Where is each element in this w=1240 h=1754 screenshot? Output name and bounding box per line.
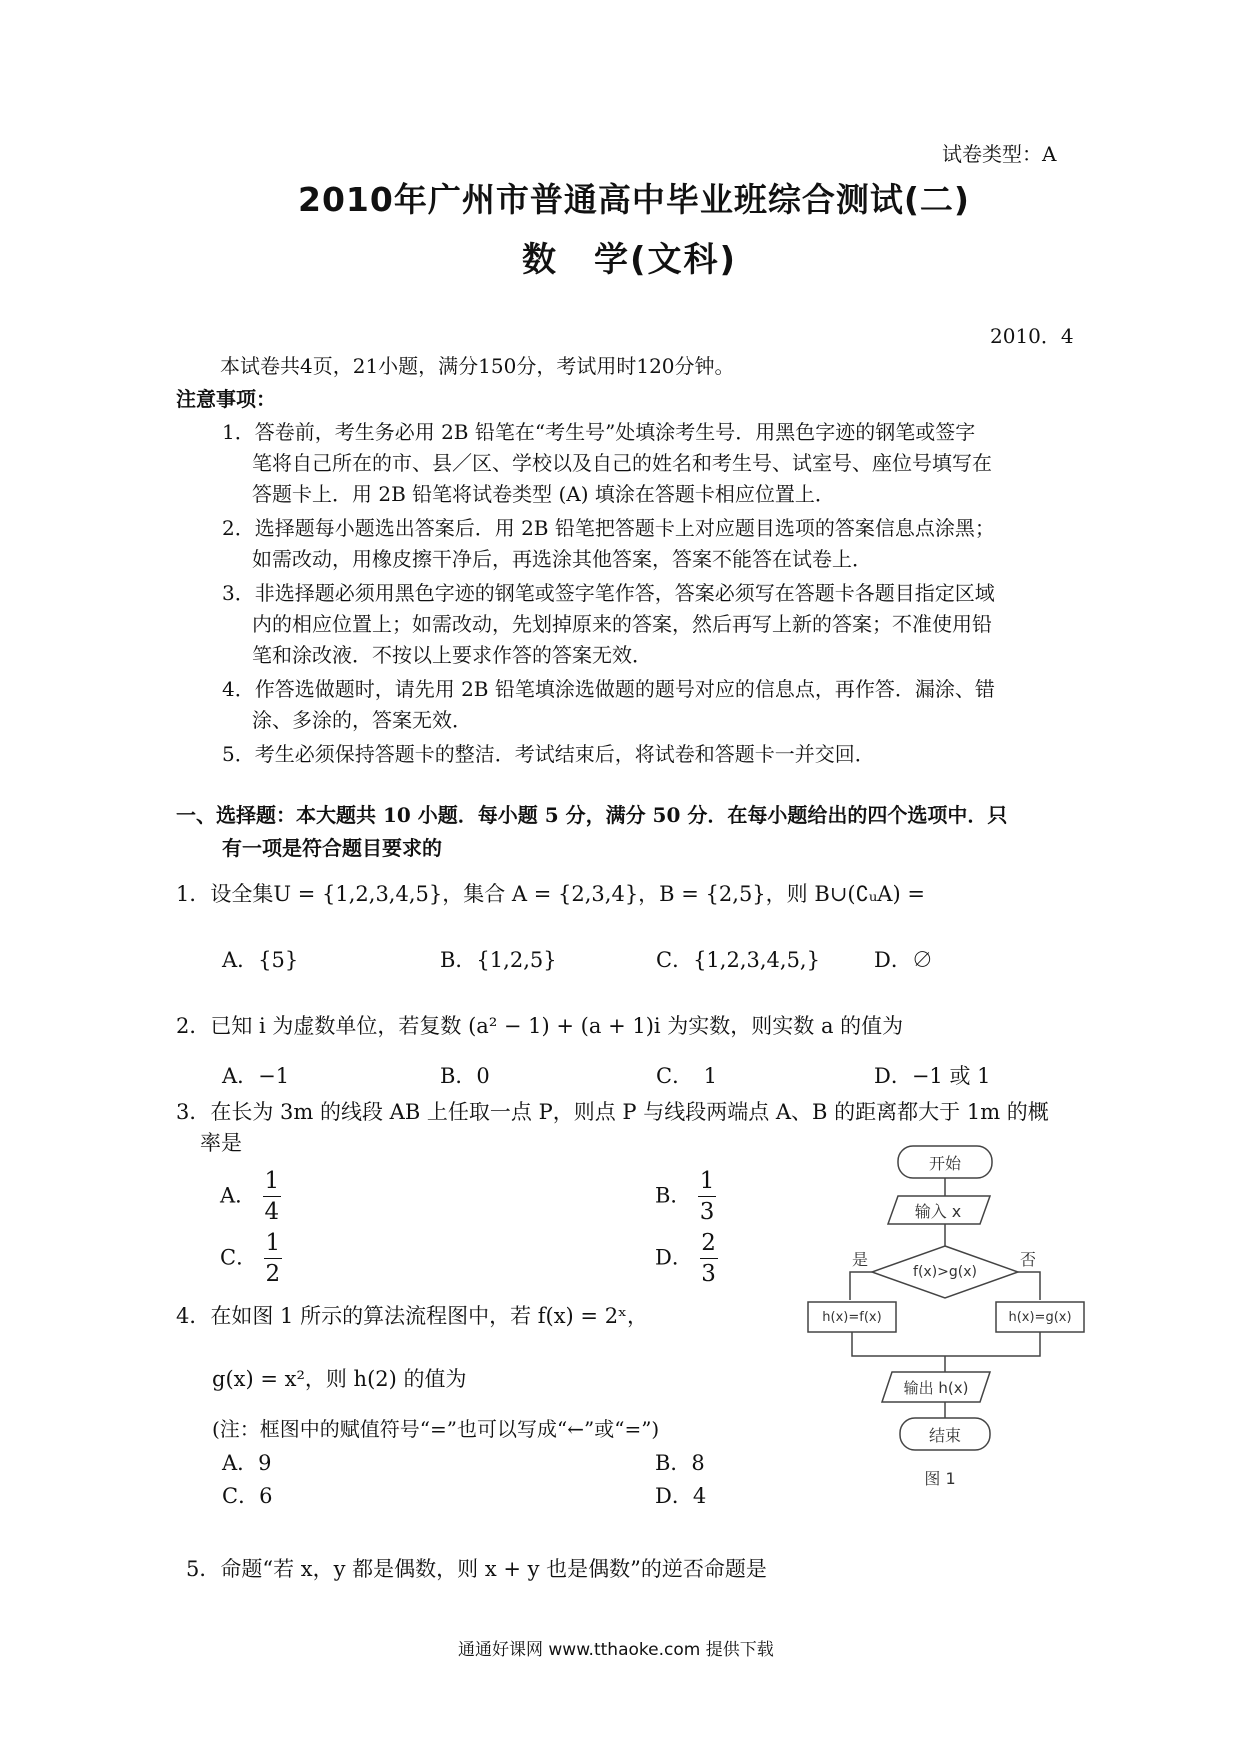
q4-option-a: A．9 [222,1451,272,1475]
flowchart-caption: 图 1 [924,1468,956,1488]
q3-option-b-label: B． [655,1183,692,1208]
q3-option-b-fraction: $\frac{1}{3}$ [699,1168,715,1226]
q1-option-d: D．∅ [874,948,933,972]
q2-option-d: D．−1 或 1 [874,1064,991,1088]
question-3-stem: 3．在长为 3m 的线段 AB 上任取一点 P，则点 P 与线段两端点 A、B 的距离都大于 1m 的概 [176,1100,1049,1124]
flowchart-input: 输入 x [914,1201,962,1221]
q3-option-a-label: A． [220,1183,257,1208]
notice-line: 笔和涂改液．不按以上要求作答的答案无效． [252,643,652,667]
flowchart-end: 结束 [928,1425,961,1445]
q2-option-c: C． 1 [656,1064,717,1088]
notice-line: 涂、多涂的，答案无效． [252,708,472,732]
notice-line: 3．非选择题必须用黑色字迹的钢笔或签字笔作答，答案必须写在答题卡各题目指定区域 [222,581,995,605]
notice-line: 1．答卷前，考生务必用 2B 铅笔在“考生号”处填涂考生号．用黑色字迹的钢笔或签字 [222,420,976,444]
q3-option-c-label: C． [220,1245,258,1270]
notice-line: 2．选择题每小题选出答案后．用 2B 铅笔把答题卡上对应题目选项的答案信息点涂黑； [222,516,995,540]
notice-line: 内的相应位置上；如需改动，先划掉原来的答案，然后再写上新的答案；不准使用铅 [252,612,992,636]
section-heading: 一、选择题：本大题共 10 小题．每小题 5 分，满分 50 分．在每小题给出的四个选项中．只 [176,803,1008,827]
flowchart-output: 输出 h(x) [903,1378,969,1397]
notice-heading: 注意事项： [176,387,276,411]
exam-date: 2010．4 [990,324,1074,348]
flowchart-condition: f(x)>g(x) [913,1264,977,1280]
q3-option-a-fraction: $\frac{1}{4}$ [264,1168,280,1226]
question-1-stem: 1．设全集U = {1,2,3,4,5}，集合 A = {2,3,4}，B = {2,5}，则 B∪(∁ᵤA) = [176,882,925,906]
page-footer: 通通好课网 www.tthaoke.com 提供下载 [458,1640,774,1660]
q3-option-d-fraction: $\frac{2}{3}$ [701,1230,716,1288]
q3-option-d-label: D． [655,1245,693,1270]
q4-option-b: B．8 [655,1451,705,1475]
exam-title: 2010年广州市普通高中毕业班综合测试(二) [298,180,971,219]
q4-option-c: C．6 [222,1484,273,1508]
paper-type: 试卷类型：A [942,142,1057,166]
notice-line: 5．考生必须保持答题卡的整洁．考试结束后，将试卷和答题卡一并交回． [222,742,875,766]
q3-option-c-fraction: $\frac{1}{2}$ [265,1230,281,1288]
flowchart-left-box: h(x)=f(x) [822,1309,882,1325]
intro-text: 本试卷共4页，21小题，满分150分，考试用时120分钟。 [220,354,735,378]
flowchart-right-box: h(x)=g(x) [1008,1309,1072,1325]
question-4-stem: 4．在如图 1 所示的算法流程图中，若 f(x) = 2ˣ， [176,1304,648,1328]
question-5-stem: 5．命题“若 x，y 都是偶数，则 x + y 也是偶数”的逆否命题是 [186,1557,767,1581]
question-2-stem: 2．已知 i 为虚数单位，若复数 (a² − 1) + (a + 1)i 为实数，则实数 a 的值为 [176,1014,904,1038]
q4-option-d: D．4 [655,1484,707,1508]
question-4-stem-cont: g(x) = x²，则 h(2) 的值为 [212,1367,467,1391]
flowchart-yes-label: 是 [851,1249,868,1269]
q1-option-b: B．{1,2,5} [440,948,557,972]
notice-line: 笔将自己所在的市、县／区、学校以及自己的姓名和考生号、试室号、座位号填写在 [252,451,992,475]
notice-line: 答题卡上．用 2B 铅笔将试卷类型 (A) 填涂在答题卡相应位置上． [252,482,835,506]
exam-subject: 数 学(文科) [522,240,738,280]
notice-line: 如需改动，用橡皮擦干净后，再选涂其他答案，答案不能答在试卷上． [252,547,872,571]
q1-option-c: C．{1,2,3,4,5,} [656,948,820,972]
question-3-stem-cont: 率是 [200,1131,242,1155]
flowchart-start: 开始 [928,1153,961,1173]
q1-option-a: A．{5} [222,948,299,972]
section-heading-cont: 有一项是符合题目要求的 [222,836,442,860]
question-4-note: (注：框图中的赋值符号“=”也可以写成“←”或“=”) [212,1417,660,1441]
flowchart-no-label: 否 [1019,1249,1036,1269]
q2-option-b: B．0 [440,1064,490,1088]
notice-line: 4．作答选做题时，请先用 2B 铅笔填涂选做题的题号对应的信息点，再作答．漏涂、错 [222,677,995,701]
q2-option-a: A．−1 [222,1064,290,1088]
